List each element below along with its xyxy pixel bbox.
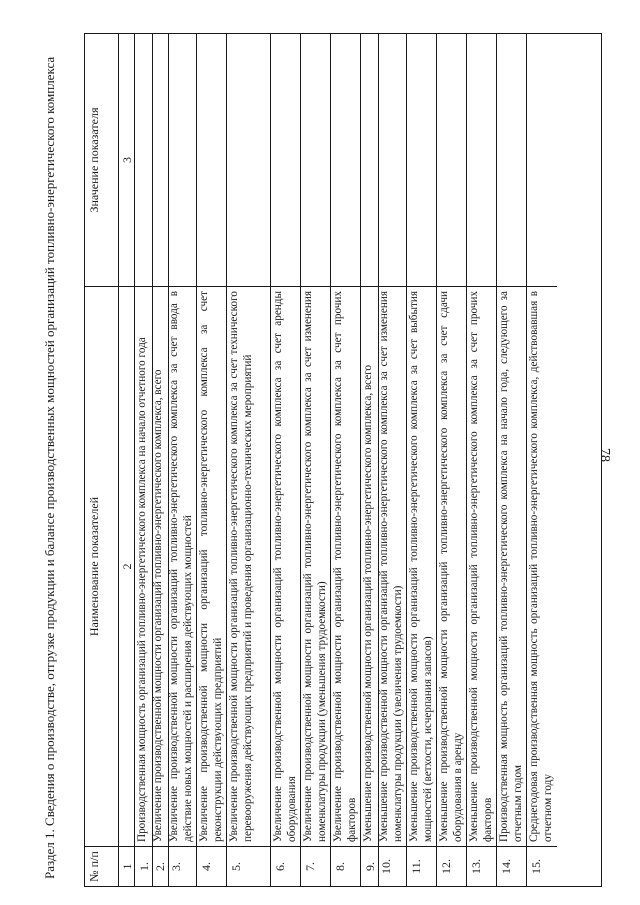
subheader-num: 1 <box>119 846 135 886</box>
table-row <box>301 34 331 886</box>
row-name: Уменьшение производственной мощности организаций топливно-энергетического комплекса за счет прочих факторов <box>467 286 497 846</box>
row-number: 1. <box>135 846 153 886</box>
row-number: 4. <box>197 846 227 886</box>
row-number: 6. <box>271 846 301 886</box>
table-row <box>135 34 151 886</box>
indicators-table <box>84 33 602 887</box>
subheader-name: 2 <box>119 286 135 846</box>
row-value-cell[interactable] <box>467 34 497 286</box>
row-value-cell[interactable] <box>227 34 271 286</box>
row-number: 5. <box>227 846 271 886</box>
subheader-value: 3 <box>119 34 135 286</box>
table-row <box>407 34 437 886</box>
table-row <box>151 34 167 886</box>
section-title: Раздел 1. Сведения о производстве, отгрузке продукции и балансе производственных мощностей организаций топливно-энергетического комплекса <box>42 56 57 879</box>
table-row <box>467 34 497 886</box>
row-name: Среднегодовая производственная мощность организаций топливно-энергетического комплекса, действовавшая в отчетном году <box>527 286 557 846</box>
row-name: Увеличение производственной мощности организаций топливно-энергетического комплекса, всего <box>151 286 169 846</box>
row-value-cell[interactable] <box>331 34 361 286</box>
row-name: Увеличение производственной мощности организаций топливно-энергетического комплекса за счет ввода в действие новых мощностей и расширения действующих мощностей <box>167 286 197 846</box>
row-value-cell[interactable] <box>407 34 437 286</box>
row-number: 2. <box>151 846 169 886</box>
row-number: 10. <box>377 846 407 886</box>
row-name: Производственная мощность организаций топливно-энергетического комплекса на начало года, следующего за отчетным годом <box>497 286 527 846</box>
row-number: 11. <box>407 846 437 886</box>
row-number: 14. <box>497 846 527 886</box>
row-value-cell[interactable] <box>167 34 197 286</box>
row-value-cell[interactable] <box>527 34 557 286</box>
row-value-cell[interactable] <box>377 34 407 286</box>
table-row <box>331 34 361 886</box>
header-num: № п/п <box>85 846 119 886</box>
row-value-cell[interactable] <box>497 34 527 286</box>
table-subheader-row <box>119 34 135 886</box>
row-number: 7. <box>301 846 331 886</box>
row-name: Увеличение производственной мощности организаций топливно-энергетического комплекса за счет технического перевооружения действующих предприятий и проведения организационно-технических мероприятий <box>227 286 271 846</box>
row-name: Увеличение производственной мощности организаций топливно-энергетического комплекса за счет реконструкции действующих предприятий <box>197 286 227 846</box>
table-row <box>377 34 407 886</box>
row-name: Уменьшение производственной мощности организаций топливно-энергетического комплекса за счет сдачи оборудования в аренду <box>437 286 467 846</box>
header-value: Значение показателя <box>85 34 119 286</box>
table-row <box>197 34 227 886</box>
table-row <box>227 34 271 886</box>
table-row <box>437 34 467 886</box>
row-name: Уменьшение производственной мощности организаций топливно-энергетического комплекса, всего <box>361 286 379 846</box>
row-number: 3. <box>167 846 197 886</box>
table-row <box>497 34 527 886</box>
row-name: Увеличение производственной мощности организаций топливно-энергетического комплекса за счет аренды оборудования <box>271 286 301 846</box>
table-header-row <box>85 34 119 886</box>
row-number: 13. <box>467 846 497 886</box>
row-number: 15. <box>527 846 557 886</box>
row-name: Уменьшение производственной мощности организаций топливно-энергетического комплекса за счет выбытия мощностей (ветхости, исчерпания запасов) <box>407 286 437 846</box>
row-value-cell[interactable] <box>437 34 467 286</box>
row-name: Увеличение производственной мощности организаций топливно-энергетического комплекса за счет прочих факторов <box>331 286 361 846</box>
row-number: 8. <box>331 846 361 886</box>
row-value-cell[interactable] <box>197 34 227 286</box>
header-name: Наименование показателей <box>85 286 119 846</box>
table-row <box>167 34 197 886</box>
table-row <box>527 34 557 886</box>
page-number: 78 <box>597 448 612 462</box>
row-name: Увеличение производственной мощности организаций топливно-энергетического комплекса за счет изменения номенклатуры продукции (уменьшения трудоемкости) <box>301 286 331 846</box>
row-number: 9. <box>361 846 379 886</box>
row-value-cell[interactable] <box>271 34 301 286</box>
row-value-cell[interactable] <box>301 34 331 286</box>
row-name: Производственная мощность организаций топливно-энергетического комплекса на начало отчетного года <box>135 286 153 846</box>
row-number: 12. <box>437 846 467 886</box>
row-name: Уменьшение производственной мощности организаций топливно-энергетического комплекса за счет изменения номенклатуры продукции (увеличения трудоемкости) <box>377 286 407 846</box>
table-row <box>361 34 377 886</box>
table-row <box>271 34 301 886</box>
